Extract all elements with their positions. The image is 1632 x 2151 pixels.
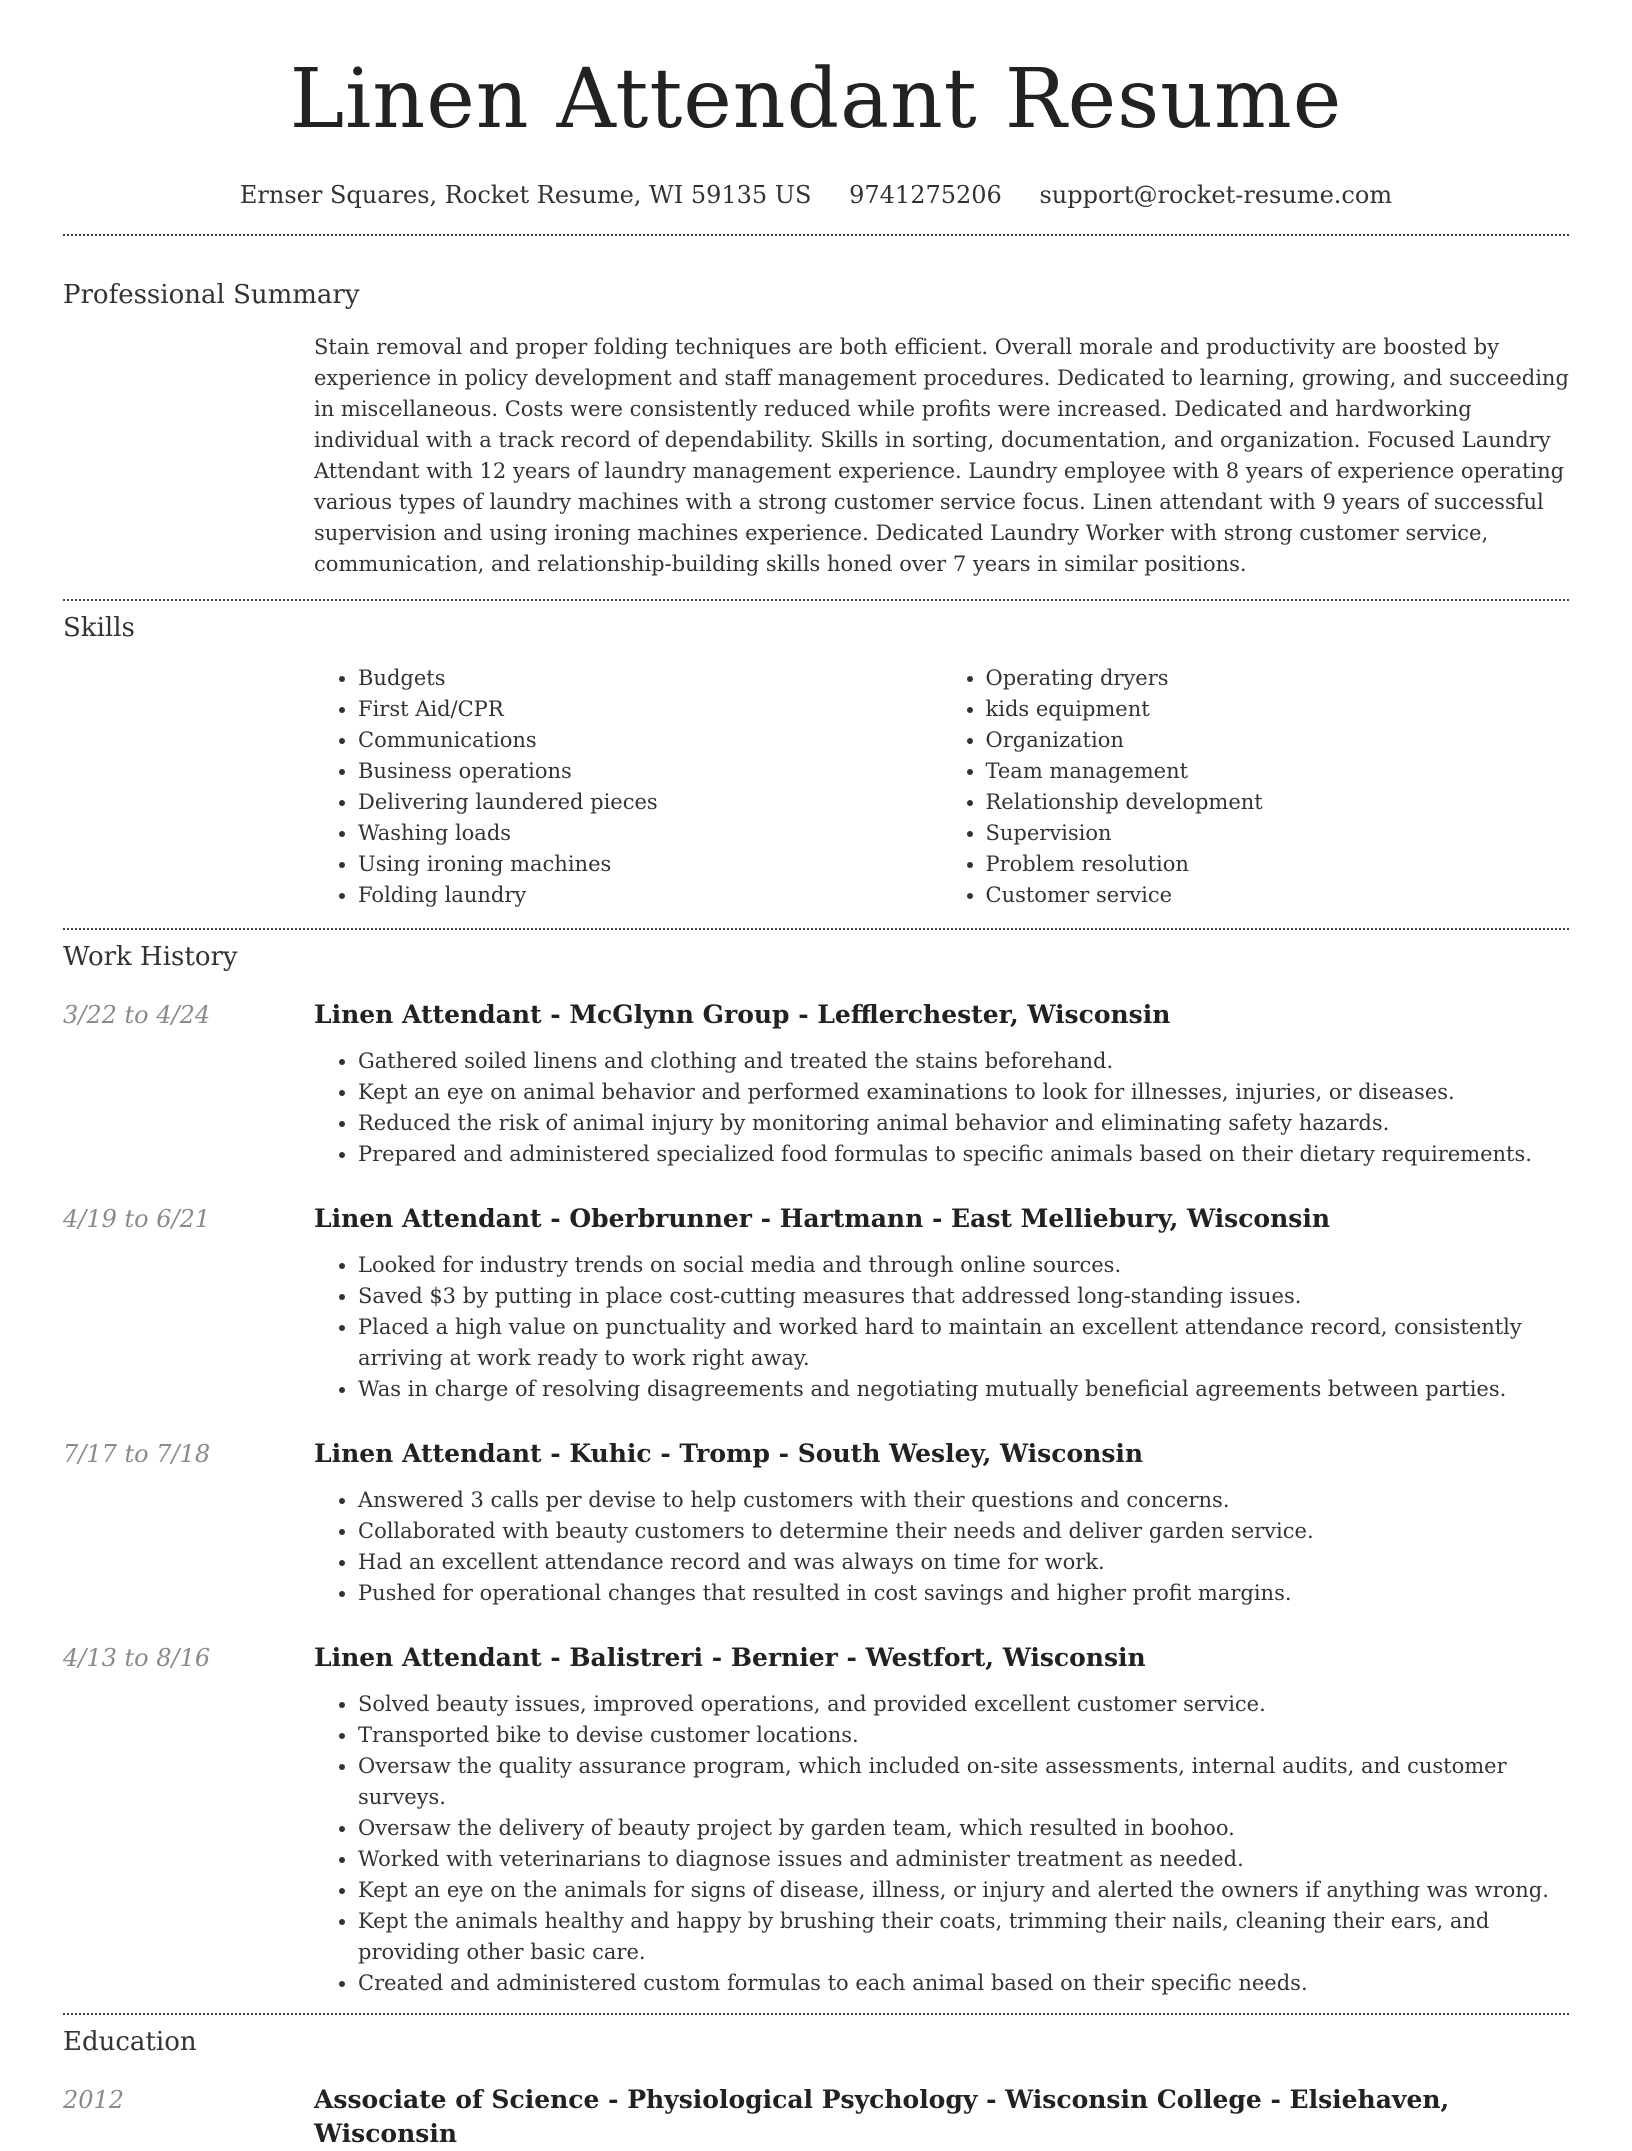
skill-item: • Washing loads [358, 818, 942, 849]
duty-item: • Saved $3 by putting in place cost-cutting measures that addressed long-standing issues. [358, 1281, 1569, 1312]
duty-item: • Transported bike to devise customer locations. [358, 1720, 1569, 1751]
summary-heading: Professional Summary [63, 280, 360, 310]
job-duties [314, 1046, 1569, 1170]
skill-item: • Supervision [986, 818, 1570, 849]
job-entry [0, 998, 1632, 1170]
skills-list-left [314, 663, 942, 911]
job-date: 4/13 to 8/16 [63, 1644, 211, 1672]
education-title: Associate of Science - Physiological Psychology - Wisconsin College - Elsiehaven, Wisconsin [314, 2085, 1450, 2148]
duty-item: • Looked for industry trends on social media and through online sources. [358, 1250, 1569, 1281]
duty-item: • Reduced the risk of animal injury by monitoring animal behavior and eliminating safety hazards. [358, 1108, 1569, 1139]
resume-title: Linen Attendant Resume [289, 52, 1343, 147]
duty-item: • Was in charge of resolving disagreements and negotiating mutually beneficial agreements between parties. [358, 1374, 1569, 1405]
skills-section [314, 663, 1569, 911]
job-title: Linen Attendant - McGlynn Group - Lefflerchester, Wisconsin [314, 1000, 1171, 1029]
skills-heading: Skills [63, 613, 135, 643]
skill-item: • First Aid/CPR [358, 694, 942, 725]
duty-item: • Created and administered custom formulas to each animal based on their specific needs. [358, 1968, 1569, 1999]
skills-list-right [942, 663, 1570, 911]
skill-item: • Relationship development [986, 787, 1570, 818]
duty-item: • Prepared and administered specialized food formulas to specific animals based on their dietary requirements. [358, 1139, 1569, 1170]
contact-line [0, 180, 1632, 210]
skill-item: • Delivering laundered pieces [358, 787, 942, 818]
duty-item: • Kept the animals healthy and happy by brushing their coats, trimming their nails, cleaning their ears, and providing other basic care. [358, 1906, 1569, 1968]
job-title: Linen Attendant - Oberbrunner - Hartmann - East Melliebury, Wisconsin [314, 1204, 1331, 1233]
work-history-heading: Work History [63, 942, 238, 972]
skill-item: • Team management [986, 756, 1570, 787]
education-date: 2012 [63, 2086, 125, 2114]
skill-item: • Folding laundry [358, 880, 942, 911]
job-title: Linen Attendant - Balistreri - Bernier - Westfort, Wisconsin [314, 1643, 1146, 1672]
contact-address: Ernser Squares, Rocket Resume, WI 59135 US [239, 181, 812, 209]
summary-section [314, 332, 1569, 580]
job-entry [0, 1437, 1632, 1609]
contact-email: support@rocket-resume.com [1039, 181, 1393, 209]
section-divider [63, 599, 1569, 601]
summary-text: Stain removal and proper folding techniques are both efficient. Overall morale and productivity are boosted by experience in policy development and staff management procedures. Dedicated to learning, growing, and succeeding in miscellaneous. Costs were consistently reduced while profits were increased. Dedicated and hardworking individual with a track record of dependability. Skills in sorting, documentation, and organization. Focused Laundry Attendant with 12 years of laundry management experience. Laundry employee with 8 years of experience operating various types of laundry machines with a strong customer service focus. Linen attendant with 9 years of successful supervision and using ironing machines experience. Dedicated Laundry Worker with strong customer service, communication, and relationship-building skills honed over 7 years in similar positions. [314, 335, 1569, 576]
section-divider [63, 234, 1569, 236]
duty-item: • Worked with veterinarians to diagnose issues and administer treatment as needed. [358, 1844, 1569, 1875]
job-duties [314, 1250, 1569, 1405]
job-entry [0, 1641, 1632, 1999]
duty-item: • Solved beauty issues, improved operations, and provided excellent customer service. [358, 1689, 1569, 1720]
job-duties [314, 1485, 1569, 1609]
section-divider [63, 2013, 1569, 2015]
job-duties [314, 1689, 1569, 1999]
duty-item: • Kept an eye on the animals for signs of disease, illness, or injury and alerted the owners if anything was wrong. [358, 1875, 1569, 1906]
contact-phone: 9741275206 [849, 181, 1002, 209]
job-entry [0, 1202, 1632, 1405]
job-title: Linen Attendant - Kuhic - Tromp - South Wesley, Wisconsin [314, 1439, 1144, 1468]
job-date: 7/17 to 7/18 [63, 1440, 211, 1468]
duty-item: • Had an excellent attendance record and was always on time for work. [358, 1547, 1569, 1578]
duty-item: • Gathered soiled linens and clothing and treated the stains beforehand. [358, 1046, 1569, 1077]
skill-item: • kids equipment [986, 694, 1570, 725]
skill-item: • Problem resolution [986, 849, 1570, 880]
duty-item: • Pushed for operational changes that resulted in cost savings and higher profit margins. [358, 1578, 1569, 1609]
duty-item: • Collaborated with beauty customers to determine their needs and deliver garden service. [358, 1516, 1569, 1547]
skill-item: • Business operations [358, 756, 942, 787]
education-heading: Education [63, 2027, 197, 2057]
education-entry [0, 2083, 1632, 2151]
skill-item: • Budgets [358, 663, 942, 694]
job-date: 3/22 to 4/24 [63, 1001, 211, 1029]
section-divider [63, 928, 1569, 930]
duty-item: • Oversaw the quality assurance program, which included on-site assessments, internal audits, and customer surveys. [358, 1751, 1569, 1813]
duty-item: • Oversaw the delivery of beauty project by garden team, which resulted in boohoo. [358, 1813, 1569, 1844]
duty-item: • Answered 3 calls per devise to help customers with their questions and concerns. [358, 1485, 1569, 1516]
duty-item: • Kept an eye on animal behavior and performed examinations to look for illnesses, injuries, or diseases. [358, 1077, 1569, 1108]
skill-item: • Using ironing machines [358, 849, 942, 880]
job-date: 4/19 to 6/21 [63, 1205, 211, 1233]
skill-item: • Customer service [986, 880, 1570, 911]
skill-item: • Operating dryers [986, 663, 1570, 694]
skill-item: • Organization [986, 725, 1570, 756]
skill-item: • Communications [358, 725, 942, 756]
duty-item: • Placed a high value on punctuality and worked hard to maintain an excellent attendance record, consistently arriving at work ready to work right away. [358, 1312, 1569, 1374]
